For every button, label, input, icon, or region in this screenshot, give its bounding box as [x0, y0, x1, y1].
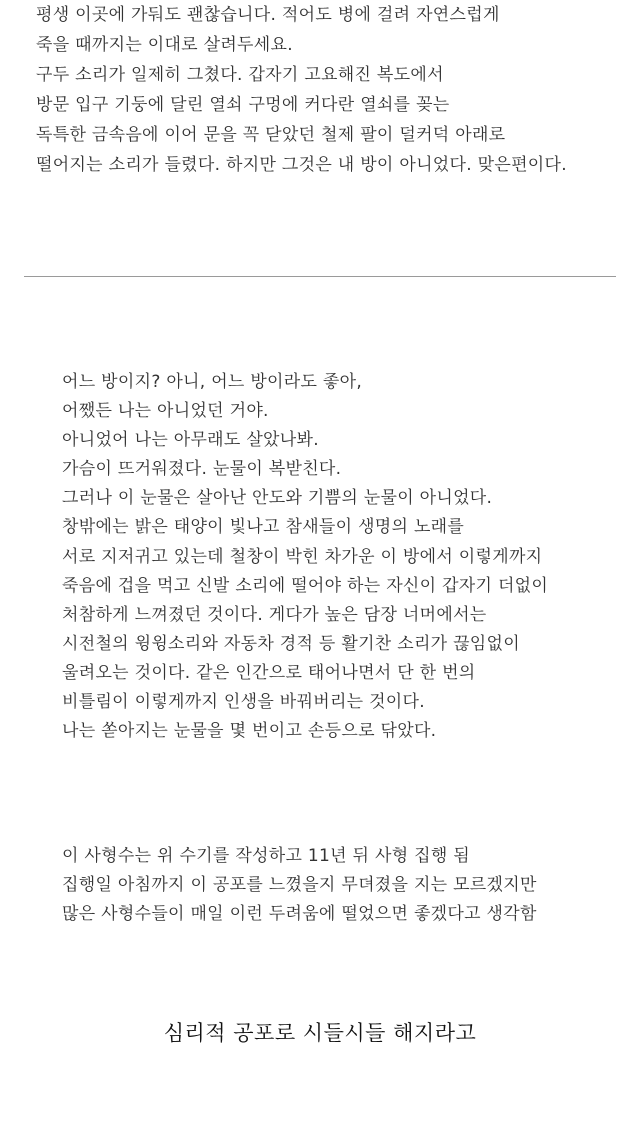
text-line: 창밖에는 밝은 태양이 빛나고 참새들이 생명의 노래를: [62, 517, 465, 538]
text-line: 독특한 금속음에 이어 문을 꼭 닫았던 철제 팔이 덜커덕 아래로: [36, 125, 506, 145]
quoted-memoir-paragraph-middle: [62, 368, 548, 746]
text-line: 나는 쏟아지는 눈물을 몇 번이고 손등으로 닦았다.: [62, 721, 437, 742]
text-line: 죽을 때까지는 이대로 살려두세요.: [36, 35, 293, 55]
section-divider: [24, 276, 616, 277]
text-line: 처참하게 느껴졌던 것이다. 게다가 높은 담장 너머에서는: [62, 604, 487, 625]
text-line: 방문 입구 기둥에 달린 열쇠 구멍에 커다란 열쇠를 꽂는: [36, 95, 450, 115]
text-line: 울려오는 것이다. 같은 인간으로 태어나면서 단 한 번의: [62, 662, 476, 683]
text-line: 떨어지는 소리가 들렸다. 하지만 그것은 내 방이 아니었다. 맞은편이다.: [36, 155, 567, 175]
text-line: 가슴이 뜨거워졌다. 눈물이 복받친다.: [62, 459, 342, 480]
text-line: 구두 소리가 일제히 그쳤다. 갑자기 고요해진 복도에서: [36, 65, 444, 85]
text-line: 이 사형수는 위 수기를 작성하고 11년 뒤 사형 집행 됨: [62, 846, 471, 866]
text-line: 어쨌든 나는 아니었던 거야.: [62, 401, 269, 422]
text-line: 어느 방이지? 아니, 어느 방이라도 좋아,: [62, 372, 363, 392]
commentary-paragraph: [62, 842, 537, 929]
quoted-memoir-paragraph-top: [36, 0, 567, 180]
text-line: 비틀림이 이렇게까지 인생을 바꿔버리는 것이다.: [62, 692, 425, 713]
text-line: 서로 지저귀고 있는데 철창이 박힌 차가운 이 방에서 이렇게까지: [62, 546, 543, 567]
text-line: 죽음에 겁을 먹고 신발 소리에 떨어야 하는 자신이 갑자기 더없이: [62, 575, 549, 596]
text-line: 그러나 이 눈물은 살아난 안도와 기쁨의 눈물이 아니었다.: [62, 488, 493, 509]
text-line: 시전철의 윙윙소리와 자동차 경적 등 활기찬 소리가 끊임없이: [62, 633, 520, 654]
text-line: 집행일 아침까지 이 공포를 느꼈을지 무뎌졌을 지는 모르겠지만: [62, 875, 537, 895]
caption-text: 심리적 공포로 시들시들 해지라고: [163, 1021, 477, 1045]
text-line: 아니었어 나는 아무래도 살았나봐.: [62, 430, 319, 451]
text-line: 평생 이곳에 가둬도 괜찮습니다. 적어도 병에 걸려 자연스럽게: [36, 5, 500, 25]
text-line: 많은 사형수들이 매일 이런 두려움에 떨었으면 좋겠다고 생각함: [62, 904, 537, 924]
